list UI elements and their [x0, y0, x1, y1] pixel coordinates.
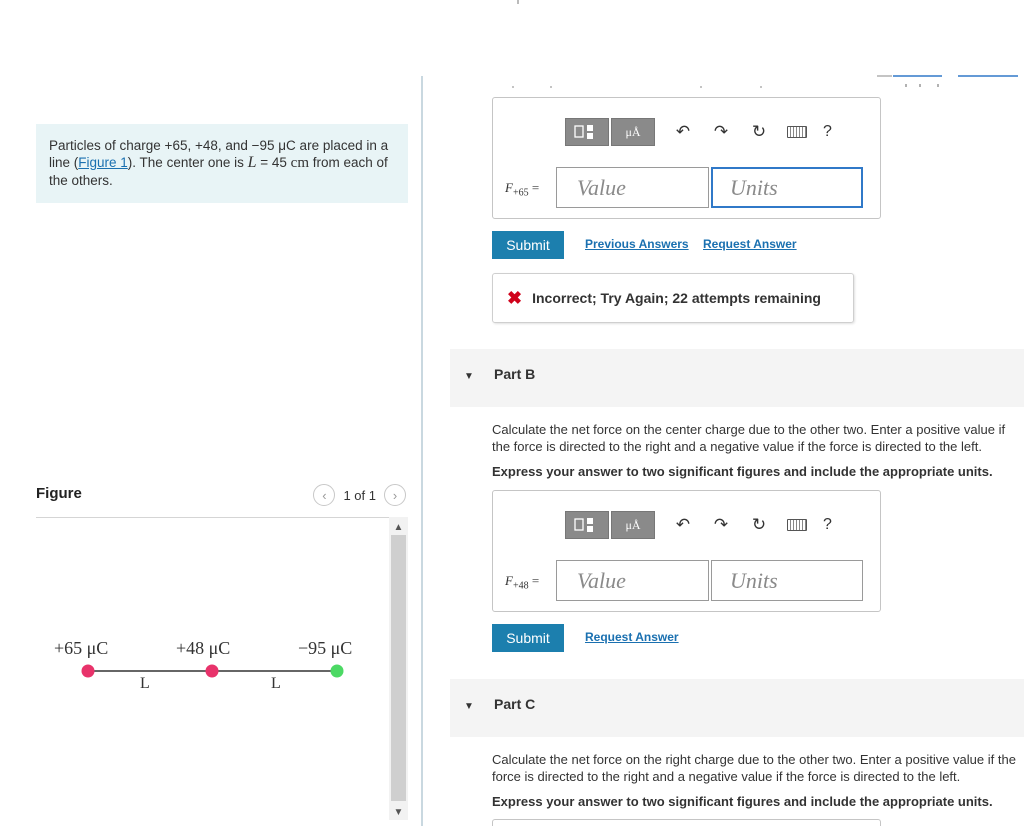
- chevron-down-icon[interactable]: ▼: [393, 806, 404, 818]
- part-c-instruction: Express your answer to two significant figures and include the appropriate units.: [492, 794, 993, 809]
- chevron-right-icon[interactable]: ›: [384, 484, 406, 506]
- template-icon[interactable]: [565, 118, 609, 146]
- redo-icon[interactable]: ↷: [713, 122, 729, 141]
- value-input-a[interactable]: Value: [556, 167, 709, 208]
- keyboard-icon[interactable]: [787, 126, 807, 138]
- answer-label-sub: +48: [512, 580, 529, 592]
- units-input-a[interactable]: Units: [711, 167, 863, 208]
- problem-text-1: Particles of charge +65, +48, and −95 μC are placed in a line (: [49, 138, 389, 170]
- caret-down-icon[interactable]: ▼: [464, 371, 474, 382]
- part-b-question: Calculate the net force on the center charge due to the other two. Enter a positive value if the force is directed to the right and a negative value if the force is directed to the left.: [492, 422, 1006, 454]
- answer-label-main: F: [505, 573, 513, 588]
- charge-label-center: +48 μC: [176, 638, 231, 658]
- length-label-right: L: [271, 675, 281, 692]
- part-b-instruction: Express your answer to two significant figures and include the appropriate units.: [492, 464, 993, 479]
- request-answer-link-b[interactable]: Request Answer: [585, 630, 679, 644]
- answer-box-part-b: [492, 490, 881, 612]
- part-c-question: Calculate the net force on the right charge due to the other two. Enter a positive value if the force is directed to the right and a negative value if the force is directed to the left.: [492, 752, 1016, 784]
- chevron-left-icon[interactable]: ‹: [313, 484, 335, 506]
- problem-text-3: from each of the others.: [49, 155, 388, 188]
- answer-box-part-c: [492, 819, 881, 826]
- charge-dot-left: [82, 665, 95, 678]
- units-symbol-button[interactable]: μÅ: [611, 511, 655, 539]
- template-icon[interactable]: [565, 511, 609, 539]
- value-input-b[interactable]: Value: [556, 560, 709, 601]
- error-x-icon: ✖: [507, 287, 523, 308]
- length-unit: cm: [290, 155, 309, 171]
- part-c-header[interactable]: [450, 679, 1024, 737]
- help-icon[interactable]: ?: [823, 123, 832, 140]
- figure-title: Figure: [36, 485, 82, 502]
- part-b-title: Part B: [494, 366, 536, 382]
- units-symbol-button[interactable]: μÅ: [611, 118, 655, 146]
- chevron-up-icon[interactable]: ▲: [393, 521, 404, 533]
- feedback-message: [492, 273, 854, 323]
- previous-answers-link[interactable]: Previous Answers: [585, 237, 689, 251]
- answer-box-part-a: [492, 97, 881, 219]
- answer-label-sub: +65: [512, 187, 529, 199]
- answer-label-a: $F_{+65}$ =: [505, 180, 540, 199]
- math-toolbar: [565, 511, 832, 539]
- problem-text-2: ). The center one is: [127, 155, 248, 170]
- request-answer-link-a[interactable]: Request Answer: [703, 237, 797, 251]
- undo-icon[interactable]: ↶: [675, 515, 691, 534]
- figure-link[interactable]: Figure 1: [78, 155, 128, 170]
- reset-icon[interactable]: ↻: [751, 515, 767, 534]
- part-c-title: Part C: [494, 696, 536, 712]
- units-input-b[interactable]: Units: [711, 560, 863, 601]
- undo-icon[interactable]: ↶: [675, 122, 691, 141]
- answer-label-b: $F_{+48}$ =: [505, 573, 540, 592]
- part-b-header[interactable]: [450, 349, 1024, 407]
- charge-dot-center: [206, 665, 219, 678]
- reset-icon[interactable]: ↻: [751, 122, 767, 141]
- charge-label-left: +65 μC: [54, 638, 109, 658]
- caret-down-icon[interactable]: ▼: [464, 701, 474, 712]
- pager-text: 1 of 1: [343, 487, 376, 503]
- help-icon[interactable]: ?: [823, 516, 832, 533]
- length-label-left: L: [140, 675, 150, 692]
- length-eq: = 45: [256, 155, 291, 170]
- redo-icon[interactable]: ↷: [713, 515, 729, 534]
- answer-label-main: F: [505, 180, 513, 195]
- math-toolbar: [565, 118, 832, 146]
- feedback-text: Incorrect; Try Again; 22 attempts remaining: [532, 290, 821, 306]
- submit-button-a[interactable]: Submit: [492, 231, 564, 259]
- column-divider[interactable]: [421, 76, 423, 826]
- charge-dot-right: [331, 665, 344, 678]
- charge-diagram: [0, 0, 420, 826]
- submit-button-b[interactable]: Submit: [492, 624, 564, 652]
- charge-label-right: −95 μC: [298, 638, 353, 658]
- length-variable: L: [247, 154, 257, 171]
- keyboard-icon[interactable]: [787, 519, 807, 531]
